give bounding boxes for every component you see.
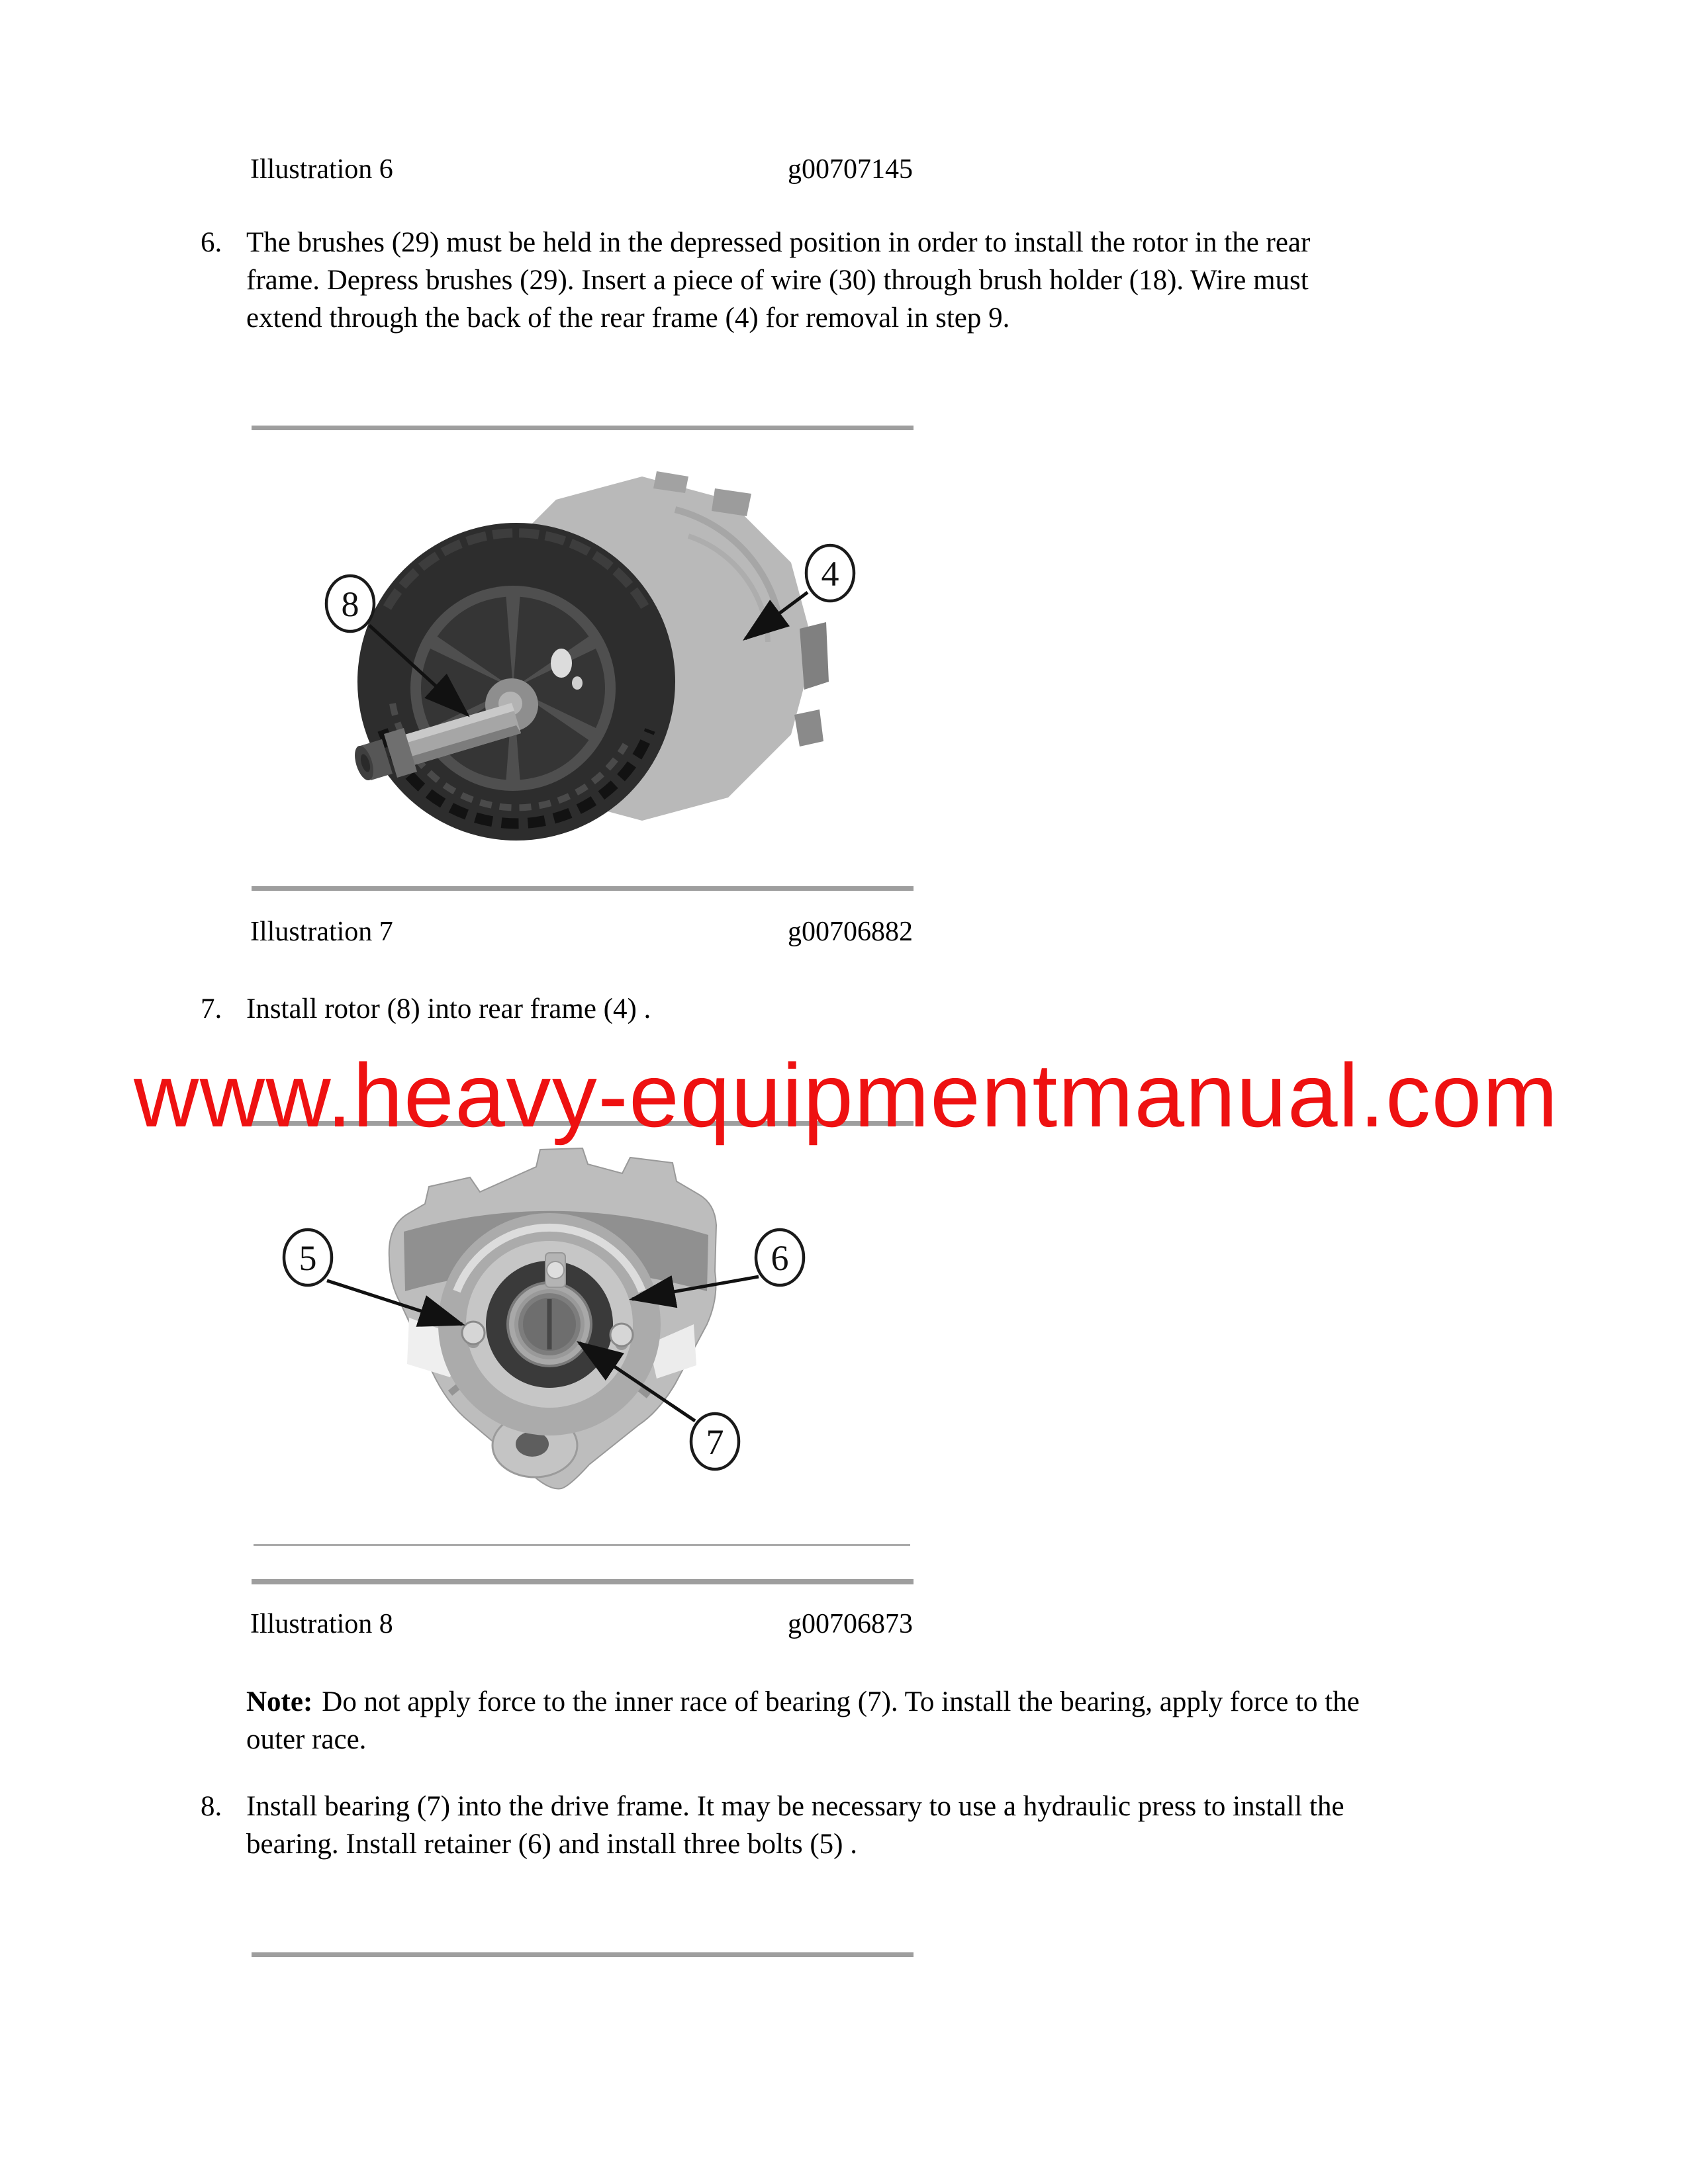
step-6-line-3: extend through the back of the rear frame (4) for removal in step 9.: [246, 302, 1010, 334]
figure8-caption-row: [0, 1608, 1688, 1641]
figure7-caption-row: [0, 916, 1688, 949]
note-block: [246, 1683, 1491, 1758]
next-figure-top-rule: [252, 1952, 914, 1957]
figure6-caption-code: g00707145: [788, 154, 913, 185]
step-6-line-2: frame. Depress brushes (29). Insert a piece of wire (30) through brush holder (18). Wire must: [246, 265, 1309, 296]
note-line-1-text: Do not apply force to the inner race of bearing (7). To install the bearing, apply force to the: [322, 1686, 1360, 1717]
step-8-line-1: Install bearing (7) into the drive frame. It may be necessary to use a hydraulic press to install the: [246, 1791, 1344, 1822]
step-8-line-2: bearing. Install retainer (6) and install three bolts (5) .: [246, 1829, 857, 1860]
figure8-bottom-rule: [252, 1579, 914, 1584]
step-6-text: [246, 224, 1491, 337]
figure7-top-rule: [252, 426, 914, 430]
figure8-photo-edge-line: [254, 1544, 910, 1546]
step-7-text: [246, 990, 1491, 1028]
figure7-rotor-photo: [252, 430, 914, 886]
watermark: www.heavy-equipmentmanual.com: [134, 1045, 1559, 1146]
step-6-number: 6.: [201, 227, 222, 258]
note-line-2: outer race.: [246, 1724, 367, 1755]
callout-4-number: 4: [821, 554, 839, 594]
step-8-number: 8.: [201, 1791, 222, 1822]
figure8-caption-code: g00706873: [788, 1609, 913, 1639]
note-line-1: [246, 1683, 1491, 1721]
callout-8-number: 8: [341, 584, 359, 624]
step-7-number: 7.: [201, 993, 222, 1024]
step-6-line-1: The brushes (29) must be held in the depressed position in order to install the rotor in the rear: [246, 227, 1311, 258]
figure7-caption-label: Illustration 7: [250, 917, 393, 947]
rotor-drawing: [357, 523, 675, 841]
step-7-line-1: Install rotor (8) into rear frame (4) .: [246, 993, 651, 1024]
callout-6-number: 6: [771, 1238, 789, 1278]
figure7-bottom-rule: [252, 886, 914, 891]
callout-7-number: 7: [706, 1422, 724, 1462]
note-label: Note:: [246, 1686, 313, 1717]
callout-5-number: 5: [299, 1238, 317, 1278]
figure8-drive-frame-photo: [252, 1126, 914, 1543]
step-8-text: [246, 1788, 1491, 1863]
figure8-caption-label: Illustration 8: [250, 1609, 393, 1639]
figure6-caption-label: Illustration 6: [250, 154, 393, 185]
figure7-caption-code: g00706882: [788, 917, 913, 947]
figure6-caption-row: [0, 154, 1688, 187]
